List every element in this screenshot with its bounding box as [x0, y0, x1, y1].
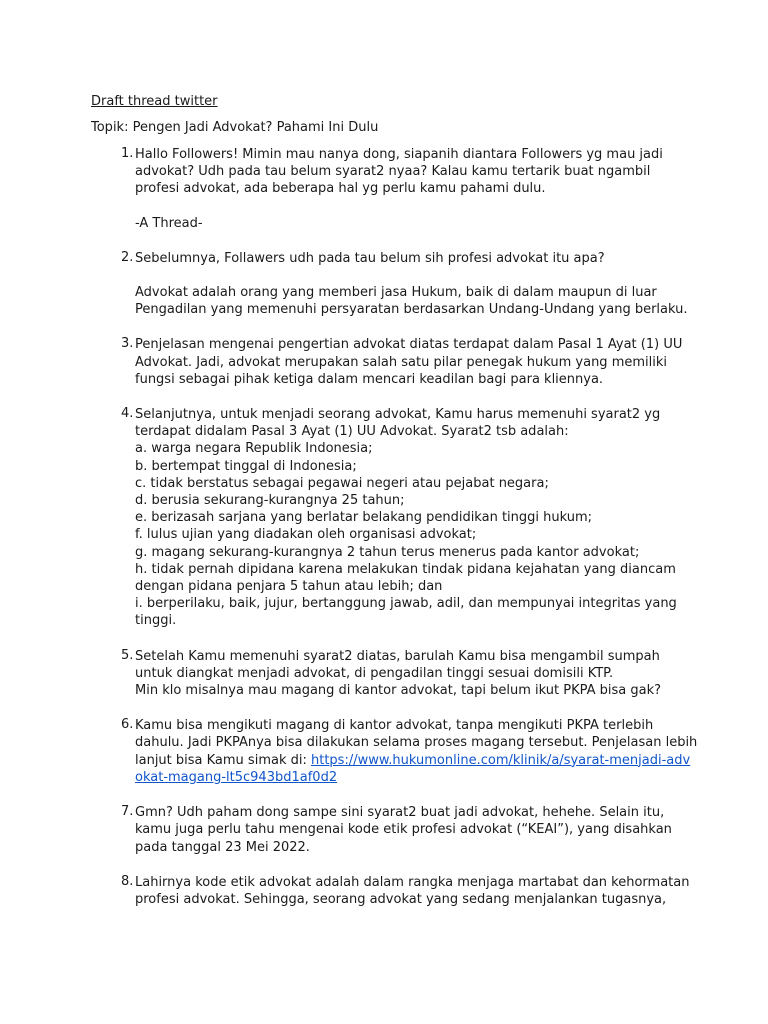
item-number: 7. — [121, 804, 134, 820]
thread-item-1 — [91, 146, 698, 232]
thread-item-5 — [91, 648, 698, 700]
item-paragraph — [135, 717, 698, 786]
item-question: Min klo misalnya mau magang di kantor advokat, tapi belum ikut PKPA bisa gak? — [135, 683, 662, 699]
condition-i: i. berperilaku, baik, jujur, bertanggung jawab, adil, dan mempunyai integritas yang tinggi. — [135, 596, 677, 629]
item-number: 2. — [121, 249, 134, 265]
thread-item-2 — [91, 250, 698, 319]
item-number: 5. — [121, 647, 134, 663]
item-paragraph: Advokat adalah orang yang memberi jasa Hukum, baik di dalam maupun di luar Pengadilan yang memenuhi persyaratan berdasarkan Undang-Undang yang berlaku. — [135, 285, 688, 318]
thread-item-8 — [91, 874, 698, 908]
item-number: 3. — [121, 336, 134, 352]
condition-a: a. warga negara Republik Indonesia; — [135, 441, 373, 457]
item-paragraph: Sebelumnya, Follawers udh pada tau belum sih profesi advokat itu apa? — [135, 250, 605, 266]
thread-item-4 — [91, 406, 698, 630]
thread-item-6 — [91, 717, 698, 786]
item-paragraph-text: Kamu bisa mengikuti magang di kantor advokat, tanpa mengikuti PKPA terlebih dahulu. Jadi PKPAnya bisa dilakukan selama proses magang tersebut. Penjelasan lebih lanjut bisa Kamu simak di: — [135, 718, 698, 768]
document-title: Draft thread twitter — [91, 94, 218, 109]
item-number: 4. — [121, 406, 134, 422]
condition-b: b. bertempat tinggal di Indonesia; — [135, 458, 357, 474]
item-paragraph: -A Thread- — [135, 215, 203, 231]
item-number: 1. — [121, 146, 134, 161]
item-paragraph: Selanjutnya, untuk menjadi seorang advokat, Kamu harus memenuhi syarat2 yg terdapat didalam Pasal 3 Ayat (1) UU Advokat. Syarat2 tsb adalah: — [135, 407, 661, 440]
item-paragraph: Gmn? Udh paham dong sampe sini syarat2 buat jadi advokat, hehehe. Selain itu, kamu juga perlu tahu mengenai kode etik profesi advokat (“KEAI”), yang disahkan pada tanggal 23 Mei 2022. — [135, 805, 672, 855]
item-number: 8. — [121, 873, 134, 889]
document-topic: Topik: Pengen Jadi Advokat? Pahami Ini Dulu — [91, 120, 379, 135]
item-paragraph: Hallo Followers! Mimin mau nanya dong, siapanih diantara Followers yg mau jadi advokat? Udh pada tau belum syarat2 nyaa? Kalau kamu tertarik buat ngambil profesi advokat, ada beberapa hal yg perlu kamu pahami dulu. — [135, 147, 663, 197]
condition-d: d. berusia sekurang-kurangnya 25 tahun; — [135, 493, 405, 509]
condition-h: h. tidak pernah dipidana karena melakukan tindak pidana kejahatan yang diancam dengan pidana penjara 5 tahun atau lebih; dan — [135, 561, 676, 595]
condition-g: g. magang sekurang-kurangnya 2 tahun terus menerus pada kantor advokat; — [135, 544, 640, 560]
item-paragraph: Setelah Kamu memenuhi syarat2 diatas, barulah Kamu bisa mengambil sumpah untuk diangkat menjadi advokat, di pengadilan tinggi sesuai domisili KTP. — [135, 648, 660, 681]
thread-item-3 — [91, 336, 698, 388]
thread-item-7 — [91, 804, 698, 856]
hukumonline-link[interactable]: https://www.hukumonline.com/klinik/a/syarat-menjadi-advokat-magang-lt5c943bd1af0d2 — [135, 752, 691, 785]
condition-c: c. tidak berstatus sebagai pegawai negeri atau pejabat negara; — [135, 475, 549, 491]
thread-list — [91, 146, 698, 908]
condition-e: e. berizasah sarjana yang berlatar belakang pendidikan tinggi hukum; — [135, 510, 593, 526]
item-paragraph: Lahirnya kode etik advokat adalah dalam rangka menjaga martabat dan kehormatan profesi advokat. Sehingga, seorang advokat yang sedang menjalankan tugasnya, — [135, 874, 690, 907]
item-number: 6. — [121, 717, 134, 733]
item-paragraph: Penjelasan mengenai pengertian advokat diatas terdapat dalam Pasal 1 Ayat (1) UU Advokat. Jadi, advokat merupakan salah satu pilar penegak hukum yang memiliki fungsi sebagai pihak ketiga dalam mencari keadilan bagi para kliennya. — [135, 337, 683, 387]
condition-f: f. lulus ujian yang diadakan oleh organisasi advokat; — [135, 527, 477, 543]
